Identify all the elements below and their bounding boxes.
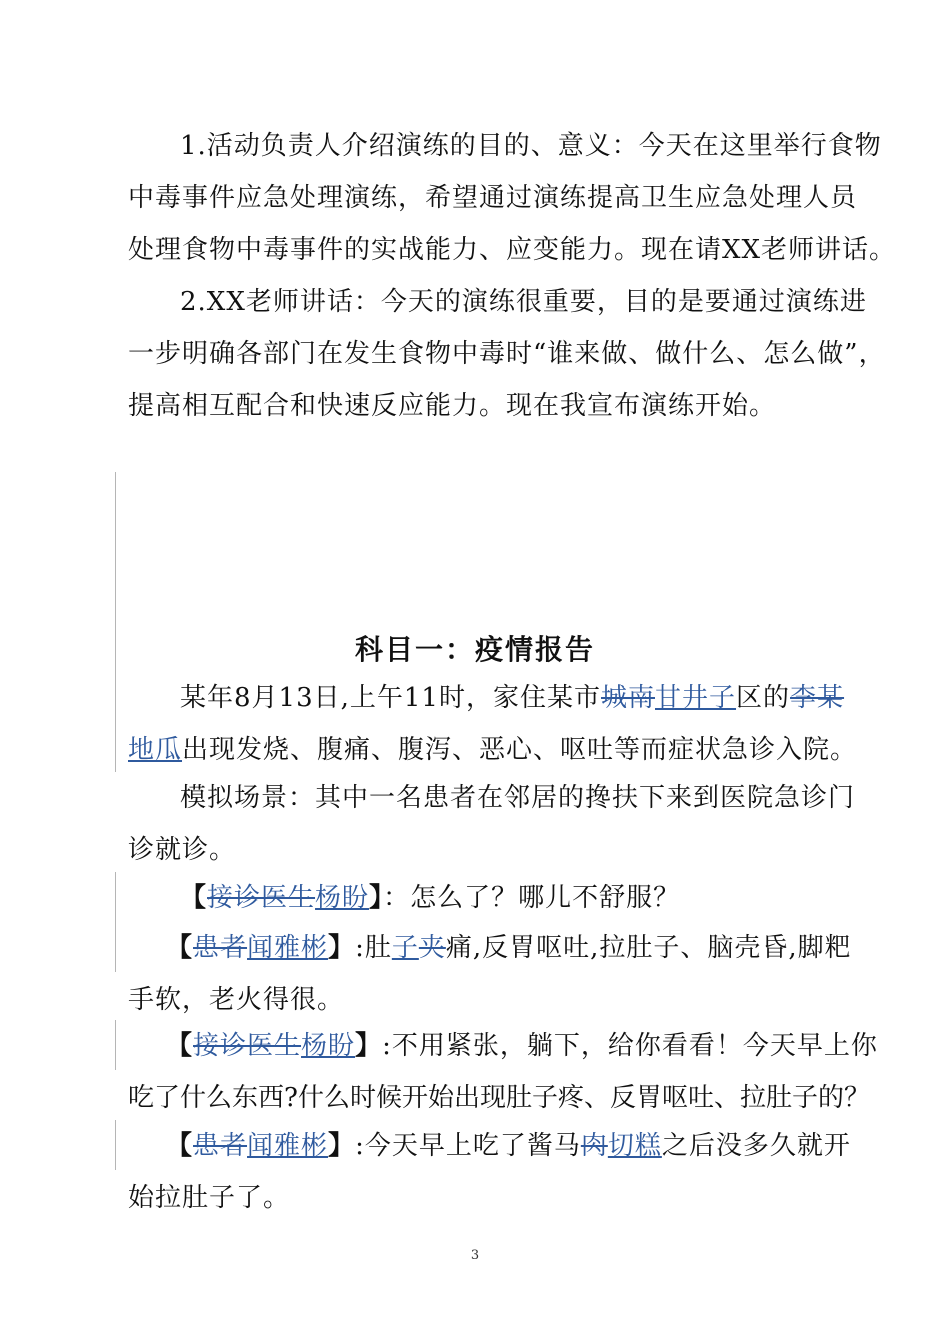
text-line: 【患者闻雅彬】:肚子夹痛,反胃呕吐,拉肚子、脑壳昏,脚粑 — [166, 933, 852, 963]
deleted-text: 患者 — [193, 1131, 248, 1161]
text-line: 某年8月13日,上午11时，家住某市城南甘井子区的李某 — [180, 683, 845, 713]
inserted-text: 甘井子 — [655, 683, 737, 713]
intro-paragraph-1 — [128, 120, 897, 276]
deleted-text: 李某 — [790, 683, 845, 713]
text-line: 处理食物中毒事件的实战能力、应变能力。现在请XX老师讲话。 — [128, 235, 897, 265]
inserted-text: 杨盼 — [315, 883, 370, 913]
change-bar — [115, 872, 116, 972]
inserted-text: 地瓜 — [128, 735, 183, 765]
text-line: 手软，老火得很。 — [128, 985, 345, 1015]
text-line: 地瓜出现发烧、腹痛、腹泻、恶心、呕吐等而症状急诊入院。 — [128, 735, 858, 765]
deleted-text: 接诊医生 — [207, 883, 316, 913]
dialogue-patient-1 — [128, 922, 852, 1026]
dialogue-doctor-1 — [128, 872, 828, 924]
inserted-text: 杨盼 — [301, 1031, 356, 1061]
report-paragraph — [128, 672, 858, 776]
change-bar — [115, 1020, 116, 1070]
page-number: 3 — [470, 1248, 480, 1263]
text-line: 诊就诊。 — [128, 835, 237, 865]
text-line: 吃了什么东西?什么时候开始出现肚子疼、反胃呕吐、拉肚子的？ — [128, 1083, 870, 1113]
inserted-text: 子 — [391, 933, 419, 963]
deleted-text: 患者 — [193, 933, 248, 963]
text-line: 1.活动负责人介绍演练的目的、意义：今天在这里举行食物 — [180, 131, 882, 161]
text-line: 【患者闻雅彬】:今天早上吃了酱马肉切糕之后没多久就开 — [166, 1131, 851, 1161]
text-line: 【接诊医生杨盼】:不用紧张，躺下，给你看看！今天早上你 — [166, 1031, 878, 1061]
intro-paragraph-2 — [128, 276, 886, 432]
text-line: 2.XX老师讲话：今天的演练很重要，目的是要通过演练进 — [180, 287, 867, 317]
deleted-text: 城南 — [600, 683, 655, 713]
dialogue-patient-2 — [128, 1120, 851, 1224]
text-line: 提高相互配合和快速反应能力。现在我宣布演练开始。 — [128, 391, 777, 421]
dialogue-doctor-2 — [128, 1020, 878, 1124]
text-line: 一步明确各部门在发生食物中毒时“谁来做、做什么、怎么做”， — [128, 339, 886, 369]
section-title: 科目一：疫情报告 — [354, 633, 595, 666]
change-bar — [115, 472, 116, 772]
deleted-text: 接诊医生 — [193, 1031, 302, 1061]
scene-paragraph — [128, 772, 856, 876]
change-bar — [115, 1120, 116, 1170]
deleted-text: 夹 — [418, 933, 446, 963]
inserted-text: 切糕 — [607, 1131, 662, 1161]
text-line: 始拉肚子了。 — [128, 1183, 291, 1213]
text-line: 模拟场景：其中一名患者在邻居的搀扶下来到医院急诊门 — [180, 783, 856, 813]
text-line: 中毒事件应急处理演练，希望通过演练提高卫生应急处理人员 — [128, 183, 858, 213]
inserted-text: 闻雅彬 — [247, 1131, 329, 1161]
text-line: 【接诊医生杨盼】：怎么了？哪儿不舒服？ — [180, 883, 681, 913]
deleted-text: 肉 — [580, 1131, 608, 1161]
inserted-text: 闻雅彬 — [247, 933, 329, 963]
